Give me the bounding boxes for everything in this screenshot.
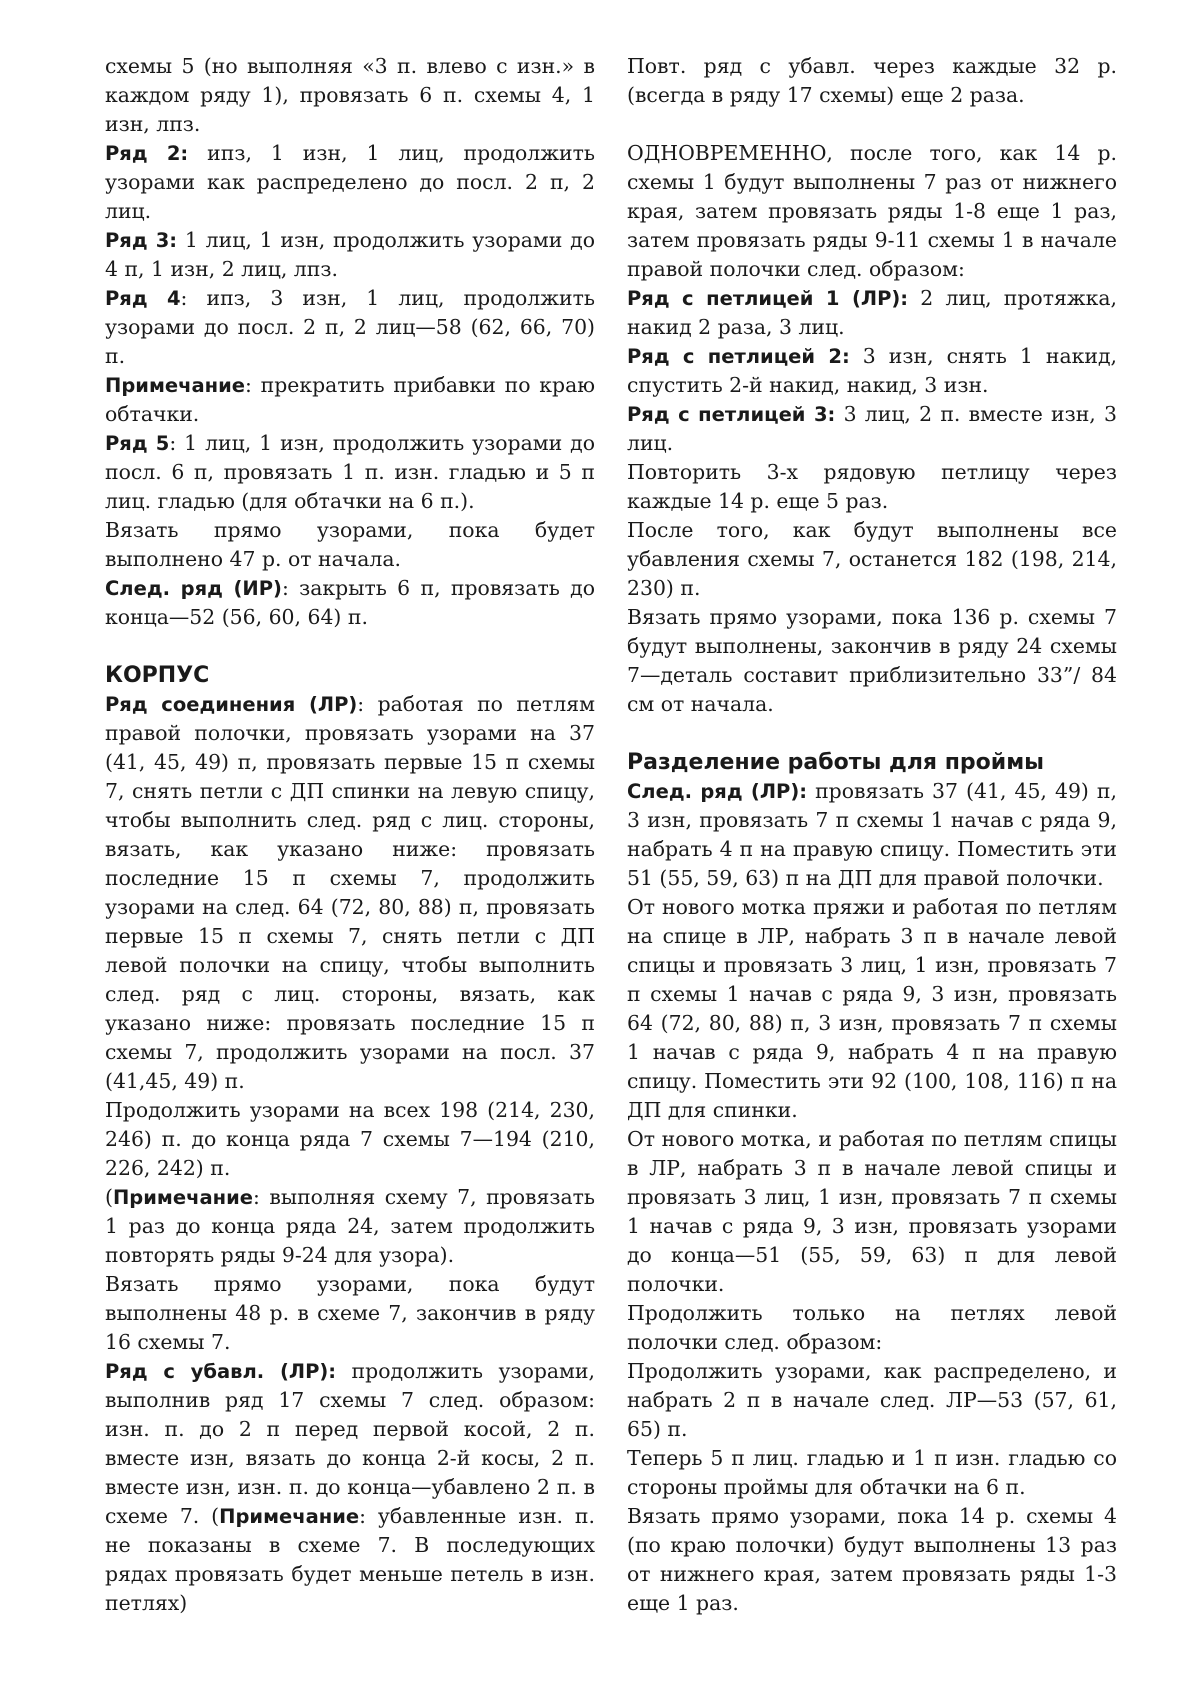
paragraph: Ряд 4: ипз, 3 изн, 1 лиц, продолжить узорами до посл. 2 п, 2 лиц—58 (62, 66, 70) п. [105, 286, 595, 368]
paragraph: Ряд 3: 1 лиц, 1 изн, продолжить узорами до 4 п, 1 изн, 2 лиц, лпз. [105, 228, 596, 281]
paragraph: Продолжить узорами на всех 198 (214, 230, 246) п. до конца ряда 7 схемы 7—194 (210, 226, 242) п. [105, 1098, 595, 1180]
row-label: Ряд с петлицей 2: [627, 345, 850, 368]
paragraph: От нового мотка, и работая по петлям спицы в ЛР, набрать 3 п в начале левой спицы и провязать 3 лиц, 1 изн, провязать 7 п схемы 1 начав с ряда 9, 3 изн, провязать узорами до конца—51 (55, 59, 63) п для левой полочки. [627, 1127, 1117, 1296]
paragraph: Вязать прямо узорами, пока будут выполнены 48 р. в схеме 7, закончив в ряду 16 схемы 7. [105, 1272, 595, 1354]
paragraph: Теперь 5 п лиц. гладью и 1 п изн. гладью со стороны проймы для обтачки на 6 п. [627, 1446, 1117, 1499]
note-label: Примечание [105, 374, 246, 397]
paragraph: ОДНОВРЕМЕННО, после того, как 14 р. схемы 1 будут выполнены 7 раз от нижнего края, затем провязать ряды 1-8 еще 1 раз, затем провязать ряды 9-11 схемы 1 в начале правой полочки след. образом: [627, 141, 1117, 281]
paragraph: Продолжить узорами, как распределено, и набрать 2 п в начале след. ЛР—53 (57, 61, 65) п. [627, 1359, 1117, 1441]
paragraph: От нового мотка пряжи и работая по петлям на спице в ЛР, набрать 3 п в начале левой спицы и провязать 3 лиц, 1 изн, провязать 7 п схемы 1 начав с ряда 9, 3 изн, провязать 64 (72, 80, 88) п, 3 изн, провязать 7 п схемы 1 начав с ряда 9, набрать 4 п на правую спицу. Поместить эти 92 (100, 108, 116) п на ДП для спинки. [627, 895, 1117, 1122]
paragraph: (Примечание: выполняя схему 7, провязать 1 раз до конца ряда 24, затем продолжить повторять ряды 9-24 для узора). [105, 1185, 595, 1267]
row-label: Ряд 3: [105, 229, 178, 252]
row-label: Ряд 4 [105, 287, 181, 310]
section-heading-armhole: Разделение работы для проймы [627, 750, 1045, 775]
paragraph: схемы 5 (но выполняя «3 п. влево с изн.» в каждом ряду 1), провязать 6 п. схемы 4, 1 изн, лпз. [105, 54, 595, 136]
paragraph: Ряд с убавл. (ЛР): продолжить узорами, выполнив ряд 17 схемы 7 след. образом: изн. п. до 2 п перед первой косой, 2 п. вместе изн, вязать до конца 2-й косы, 2 п. вместе изн, изн. п. до конца—убавлено 2 п. в схеме 7. (Примечание: убавленные изн. п. не показаны в схеме 7. В последующих рядах провязать будет меньше петель в изн. петлях) [105, 1359, 595, 1615]
paragraph: Повт. ряд с убавл. через каждые 32 р. (всегда в ряду 17 схемы) еще 2 раза. [627, 54, 1117, 107]
row-label: Ряд 5 [105, 432, 170, 455]
row-label: Ряд с петлицей 1 (ЛР): [627, 287, 909, 310]
paragraph: Ряд соединения (ЛР): работая по петлям правой полочки, провязать узорами на 37 (41, 45, 49) п, провязать первые 15 п схемы 7, снять петли с ДП спинки на левую спицу, чтобы выполнить след. ряд с лиц. стороны, вязать, как указано ниже: провязать последние 15 п схемы 7, продолжить узорами на след. 64 (72, 80, 88) п, провязать первые 15 п схемы 7, снять петли с ДП левой полочки на спицу, чтобы выполнить след. ряд с лиц. стороны, вязать, как указано ниже: провязать последние 15 п схемы 7, продолжить узорами на посл. 37 (41,45, 49) п. [105, 692, 595, 1093]
paragraph: Вязать прямо узорами, пока 136 р. схемы 7 будут выполнены, закончив в ряду 24 схемы 7—деталь составит приблизительно 33”/ 84 см от начала. [627, 605, 1117, 716]
paragraph: Вязать прямо узорами, пока 14 р. схемы 4 (по краю полочки) будут выполнены 13 раз от нижнего края, затем провязать ряды 1-3 еще 1 раз. [627, 1504, 1117, 1615]
right-column [627, 52, 1117, 1618]
row-label: Ряд с петлицей 3: [627, 403, 836, 426]
paragraph: Ряд с петлицей 2: 3 изн, снять 1 накид, спустить 2-й накид, накид, 3 изн. [627, 344, 1117, 397]
paragraph: След. ряд (ЛР): провязать 37 (41, 45, 49) п, 3 изн, провязать 7 п схемы 1 начав с ряда 9, набрать 4 п на правую спицу. Поместить эти 51 (55, 59, 63) п на ДП для правой полочки. [627, 779, 1117, 890]
left-column [105, 52, 595, 1618]
row-label: След. ряд (ЛР): [627, 780, 808, 803]
section-heading-corpus: КОРПУС [105, 663, 210, 688]
paragraph: След. ряд (ИР): закрыть 6 п, провязать до конца—52 (56, 60, 64) п. [105, 576, 595, 629]
row-label: След. ряд (ИР) [105, 577, 282, 600]
paragraph: Ряд с петлицей 3: 3 лиц, 2 п. вместе изн, 3 лиц. [627, 402, 1117, 455]
row-label: Ряд 2: [105, 142, 189, 165]
paragraph: После того, как будут выполнены все убавления схемы 7, останется 182 (198, 214, 230) п. [627, 518, 1117, 600]
paragraph: Продолжить только на петлях левой полочки след. образом: [627, 1301, 1117, 1354]
note-label: Примечание [219, 1505, 360, 1528]
paragraph: Ряд 2: ипз, 1 изн, 1 лиц, продолжить узорами как распределено до посл. 2 п, 2 лиц. [105, 141, 595, 223]
paragraph: Ряд 5: 1 лиц, 1 изн, продолжить узорами до посл. 6 п, провязать 1 п. изн. гладью и 5 п лиц. гладью (для обтачки на 6 п.). [105, 431, 595, 513]
paragraph: Ряд с петлицей 1 (ЛР): 2 лиц, протяжка, накид 2 раза, 3 лиц. [627, 286, 1117, 339]
paragraph: Вязать прямо узорами, пока будет выполнено 47 р. от начала. [105, 518, 595, 571]
note-label: Примечание [112, 1186, 253, 1209]
paragraph: Примечание: прекратить прибавки по краю обтачки. [105, 373, 595, 426]
row-label: Ряд с убавл. (ЛР): [105, 1360, 337, 1383]
row-label: Ряд соединения (ЛР) [105, 693, 358, 716]
paragraph: Повторить 3-х рядовую петлицу через каждые 14 р. еще 5 раз. [627, 460, 1117, 513]
